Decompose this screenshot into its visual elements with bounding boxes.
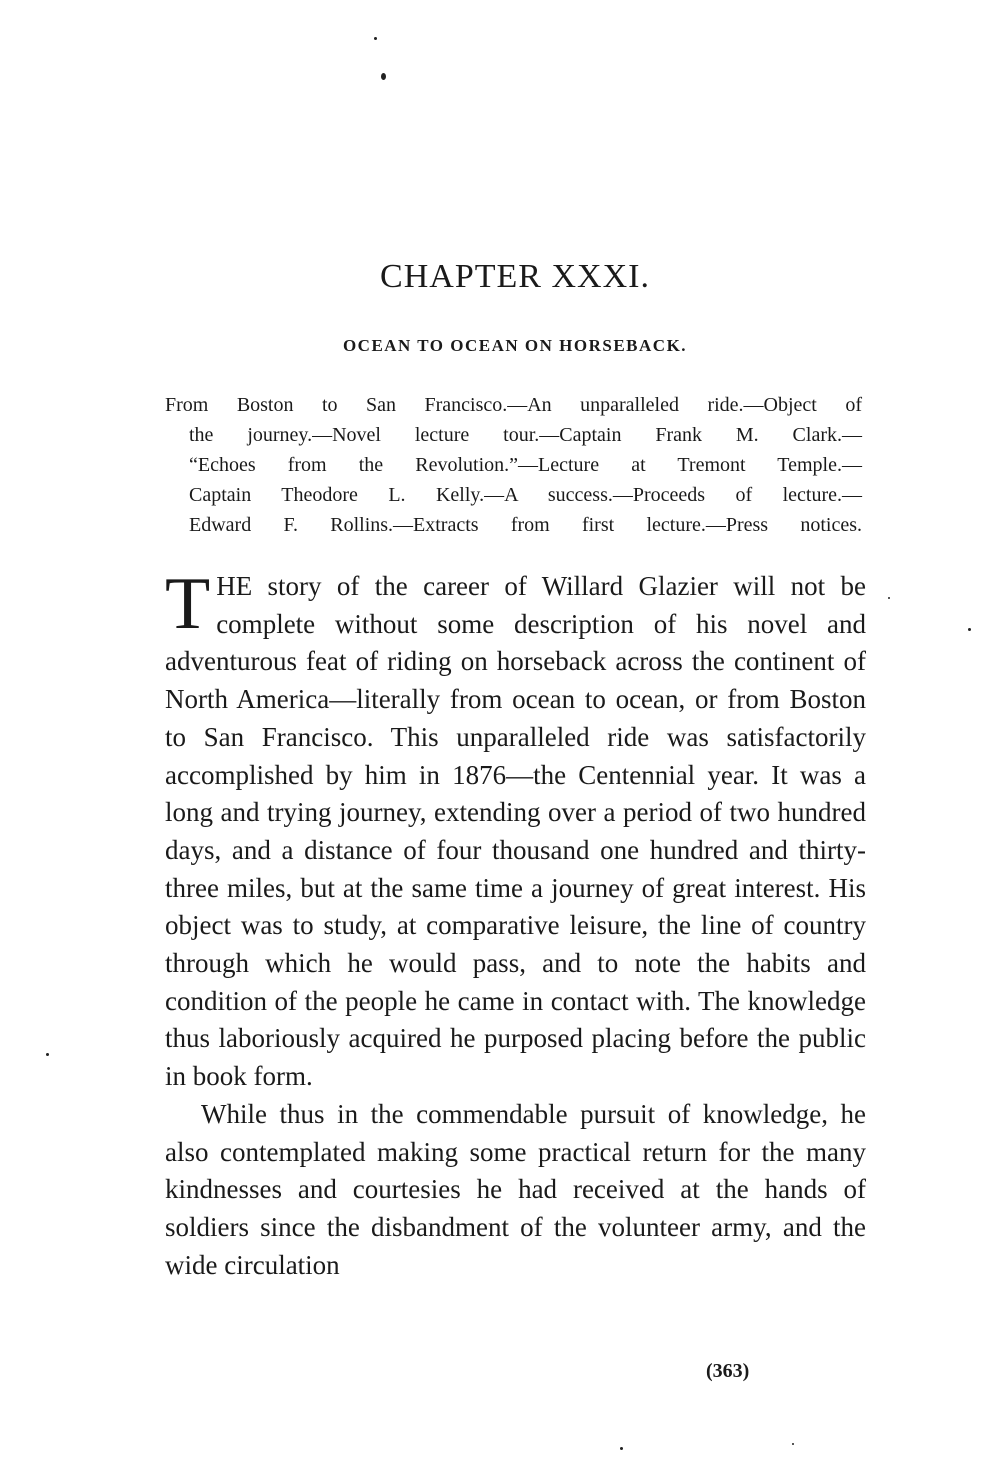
synopsis-line: Edward F. Rollins.—Extracts from first lecture.—Press notices. xyxy=(189,514,862,536)
scan-speck xyxy=(46,1053,49,1056)
chapter-title: CHAPTER XXXI. xyxy=(380,258,650,295)
paragraph: While thus in the commendable pursuit of knowledge, he also contemplated making some practical return for the many kindnesses and courtesies he had received at the hands of soldiers since the disbandment of the volunteer army, and the wide circulation xyxy=(165,1098,866,1280)
scan-speck xyxy=(374,37,377,40)
paragraph-text: HE story of the career of Willard Glazier will not be complete without some description of his novel and adventurous feat of riding on horseback across the continent of North America—literally from ocean to ocean, or from Boston to San Francisco. This unparalleled ride was satisfactorily accomplished by him in 1876—the Centennial year. It was a long and trying journey, extending over a period of two hundred days, and a distance of four thousand one hundred and thirty-three miles, but at the same time a journey of great interest. His object was to study, at comparative leisure, the line of country through which he would pass, and to note the habits and condition of the people he came in contact with. The knowledge thus laboriously acquired he purposed placing before the public in book form. xyxy=(165,571,866,1092)
page-number: (363) xyxy=(706,1360,750,1382)
paragraph xyxy=(165,563,866,1096)
scan-speck xyxy=(968,628,971,631)
synopsis-line: Captain Theodore L. Kelly.—A success.—Proceeds of lecture.— xyxy=(189,484,862,506)
chapter-synopsis xyxy=(165,390,862,540)
scan-speck xyxy=(888,597,890,599)
synopsis-line: “Echoes from the Revolution.”—Lecture at Tremont Temple.— xyxy=(189,454,862,476)
synopsis-line: From Boston to San Francisco.—An unparalleled ride.—Object of xyxy=(165,394,862,416)
scan-speck xyxy=(381,73,386,80)
chapter-subtitle: OCEAN TO OCEAN ON HORSEBACK. xyxy=(342,336,688,355)
synopsis-line: the journey.—Novel lecture tour.—Captain Frank M. Clark.— xyxy=(189,424,862,446)
drop-cap: T xyxy=(165,563,211,645)
scan-speck xyxy=(792,1443,794,1445)
scan-speck xyxy=(620,1447,623,1450)
chapter-body xyxy=(165,563,866,1284)
